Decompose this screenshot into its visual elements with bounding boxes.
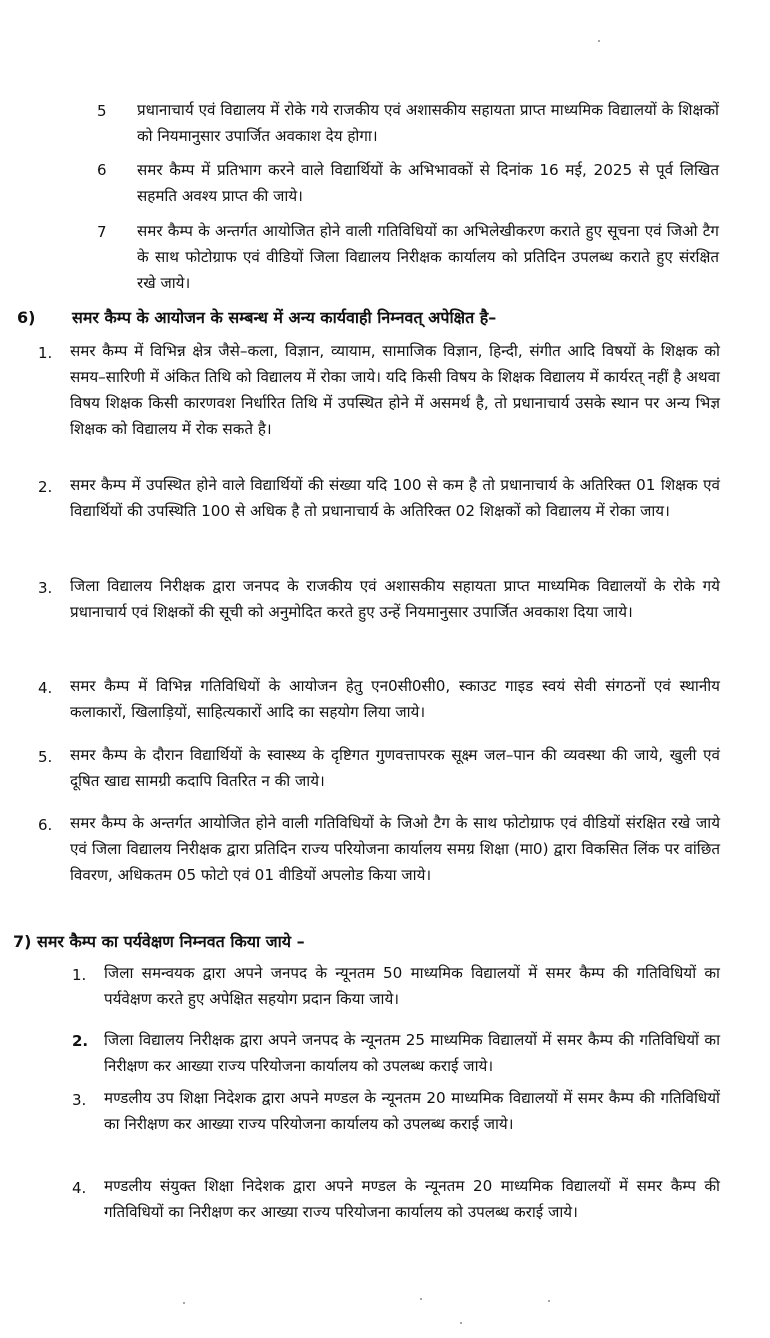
list-item: समर कैम्प में प्रतिभाग करने वाले विद्यार्थियों के अभिभावकों से दिनांक 16 मई, 2025 से पूर्व लिखित सहमति अवश्य प्राप्त की जाये।: [137, 161, 719, 205]
list-number: 5.: [38, 748, 53, 766]
list-number: 4.: [72, 1179, 87, 1197]
list-number: 1.: [72, 966, 87, 984]
list-item: समर कैम्प के अन्तर्गत आयोजित होने वाली गतिविधियों के जिओ टैग के साथ फोटोग्राफ एवं वीडियों संरक्षित रखे जाये एवं जिला विद्यालय निरीक्षक द्वारा प्रतिदिन राज्य परियोजना कार्यालय समग्र शिक्षा (मा0) द्वारा विकसित लिंक पर वांछित विवरण, अधिकतम 05 फोटो एवं 01 वीडियों अपलोड किया जाये।: [70, 814, 720, 884]
list-item: समर कैम्प के अन्तर्गत आयोजित होने वाली गतिविधियों का अभिलेखीकरण कराते हुए सूचना एवं जिओ टैग के साथ फोटोग्राफ एवं वीडियों जिला विद्यालय निरीक्षक कार्यालय को प्रतिदिन उपलब्ध कराते हुए संरक्षित रखे जाये।: [137, 222, 719, 292]
list-item: जिला विद्यालय निरीक्षक द्वारा अपने जनपद के न्यूनतम 25 माध्यमिक विद्यालयों में समर कैम्प की गतिविधियों का निरीक्षण कर आख्या राज्य परियोजना कार्यालय को उपलब्ध कराई जाये।: [104, 1031, 720, 1075]
list-item: समर कैम्प में विभिन्न गतिविधियों के आयोजन हेतु एन0सी0सी0, स्काउट गाइड स्वयं सेवी संगठनों एवं स्थानीय कलाकारों, खिलाड़ियों, साहित्यकारों आदि का सहयोग लिया जाये।: [70, 677, 720, 721]
list-item: मण्डलीय उप शिक्षा निदेशक द्वारा अपने मण्डल के न्यूनतम 20 माध्यमिक विद्यालयों में समर कैम्प की गतिविधियों का निरीक्षण कर आख्या राज्य परियोजना कार्यालय को उपलब्ध कराई जाये।: [104, 1089, 720, 1133]
list-number: 2.: [38, 478, 53, 496]
list-item: जिला विद्यालय निरीक्षक द्वारा जनपद के राजकीय एवं अशासकीय सहायता प्राप्त माध्यमिक विद्यालयों के रोके गये प्रधानाचार्य एवं शिक्षकों की सूची को अनुमोदित करते हुए उन्हें नियमानुसार उपार्जित अवकाश दिया जाये।: [70, 577, 720, 621]
list-number: 3.: [38, 579, 53, 597]
list-item: प्रधानाचार्य एवं विद्यालय में रोके गये राजकीय एवं अशासकीय सहायता प्राप्त माध्यमिक विद्यालयों के शिक्षकों को नियमानुसार उपार्जित अवकाश देय होगा।: [137, 101, 719, 145]
list-number: 6: [97, 161, 107, 179]
section-6-number: 6): [17, 308, 36, 327]
list-item: समर कैम्प में विभिन्न क्षेत्र जैसे–कला, विज्ञान, व्यायाम, सामाजिक विज्ञान, हिन्दी, संगीत आदि विषयों के शिक्षक को समय–सारिणी में अंकित तिथि को विद्यालय में रोका जाये। यदि किसी विषय के शिक्षक विद्यालय में कार्यरत् नहीं है अथवा विषय शिक्षक किसी कारणवश निर्धारित तिथि में उपस्थित होने में असमर्थ है, तो प्रधानाचार्य उसके स्थान पर अन्य भिज्ञ शिक्षक को विद्यालय में रोक सकते है।: [70, 342, 720, 438]
list-number: 6.: [38, 816, 53, 834]
scan-speck: [460, 1322, 462, 1324]
section-6-heading: समर कैम्प के आयोजन के सम्बन्ध में अन्य कार्यवाही निम्नवत् अपेक्षित है–: [72, 308, 497, 327]
section-7-heading: 7) समर कैम्प का पर्यवेक्षण निम्नवत किया जाये –: [13, 932, 305, 951]
list-number: 2.: [72, 1032, 89, 1050]
list-item: मण्डलीय संयुक्त शिक्षा निदेशक द्वारा अपने मण्डल के न्यूनतम 20 माध्यमिक विद्यालयों में समर कैम्प की गतिविधियों का निरीक्षण कर आख्या राज्य परियोजना कार्यालय को उपलब्ध कराई जाये।: [104, 1177, 720, 1221]
list-number: 4.: [38, 679, 53, 697]
scan-speck: [598, 40, 600, 42]
list-number: 5: [97, 102, 107, 120]
scan-speck: [183, 1302, 185, 1304]
scan-speck: [420, 1298, 422, 1300]
list-item: समर कैम्प में उपस्थित होने वाले विद्यार्थियों की संख्या यदि 100 से कम है तो प्रधानाचार्य के अतिरिक्त 01 शिक्षक एवं विद्यार्थियों की उपस्थिति 100 से अधिक है तो प्रधानाचार्य के अतिरिक्त 02 शिक्षकों को विद्यालय में रोका जाय।: [70, 476, 720, 520]
list-number: 1.: [38, 344, 53, 362]
list-number: 7: [97, 223, 107, 241]
list-item: समर कैम्प के दौरान विद्यार्थियों के स्वास्थ्य के दृष्टिगत गुणवत्तापरक सूक्ष्म जल–पान की व्यवस्था की जाये, खुली एवं दूषित खाद्य सामग्री कदापि वितरित न की जाये।: [70, 746, 720, 790]
scan-speck: [548, 1300, 550, 1302]
list-item: जिला समन्वयक द्वारा अपने जनपद के न्यूनतम 50 माध्यमिक विद्यालयों में समर कैम्प की गतिविधियों का पर्यवेक्षण करते हुए अपेक्षित सहयोग प्रदान किया जाये।: [104, 964, 720, 1008]
list-number: 3.: [72, 1091, 87, 1109]
